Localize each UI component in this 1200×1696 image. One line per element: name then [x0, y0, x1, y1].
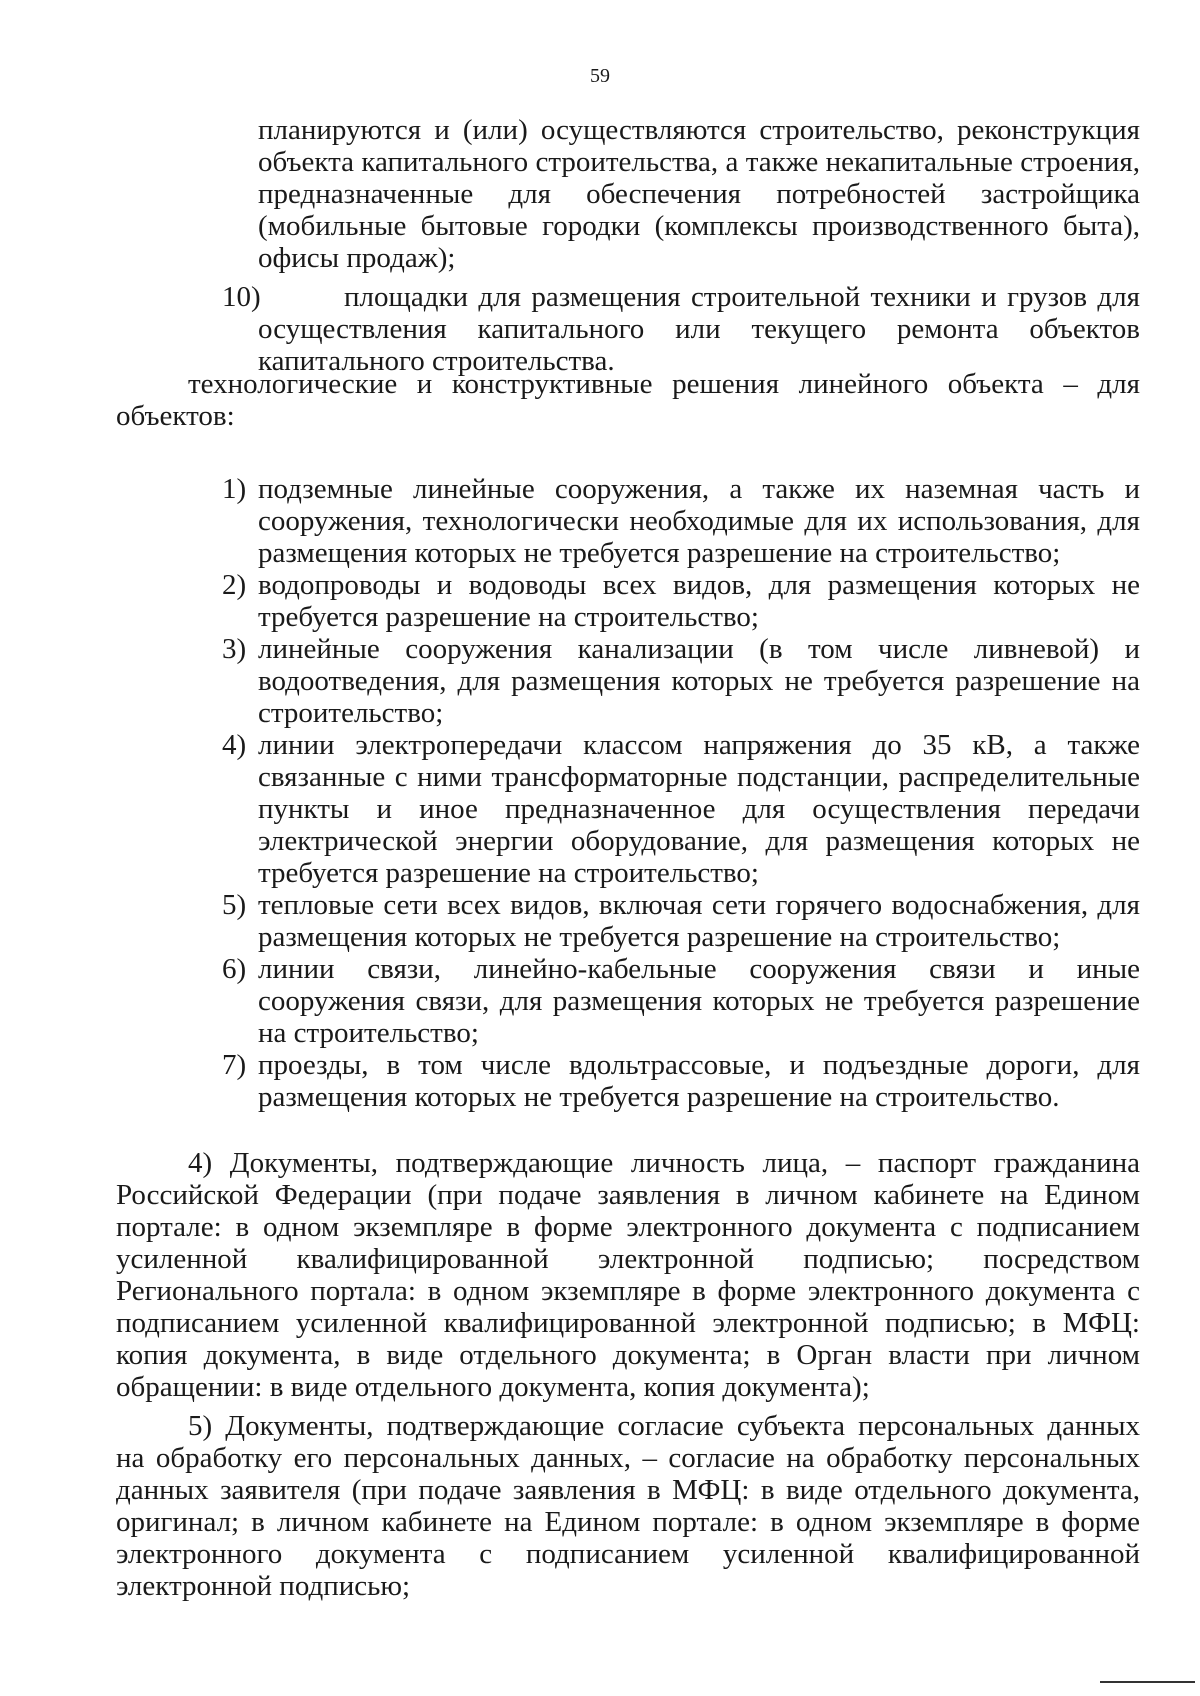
list-item-text: подземные линейные сооружения, а также их наземная часть и сооружения, технологически необходимые для их использования, для размещения которых не требуется разрешение на строительство; [258, 473, 1140, 569]
linear-objects-list [222, 473, 1140, 1113]
paragraph-4-identity-documents: 4) Документы, подтверждающие личность лица, – паспорт гражданина Российской Федерации (при подаче заявления в личном кабинете на Едином портале: в одном экземпляре в форме электронного документа с подписанием усиленной квалифицированной электронной подписью; посредством Регионального портала: в одном экземпляре в форме электронного документа с подписанием усиленной квалифицированной электронной подписью; в МФЦ: копия документа, в виде отдельного документа; в Орган власти при личном обращении: в виде отдельного документа, копия документа); [116, 1147, 1140, 1403]
list-item-number: 2) [222, 569, 247, 601]
continuation-text: планируются и (или) осуществляются строительство, реконструкция объекта капитального строительства, а также некапитальные строения, предназначенные для обеспечения потребностей застройщика (мобильные бытовые городки (комплексы производственного быта), офисы продаж); [258, 114, 1140, 274]
list-item-number: 10) [222, 281, 261, 313]
list-item-number: 1) [222, 473, 247, 505]
list-item-text: тепловые сети всех видов, включая сети горячего водоснабжения, для размещения которых не требуется разрешение на строительство; [258, 889, 1140, 953]
tech-solutions-paragraph: технологические и конструктивные решения линейного объекта – для объектов: [116, 368, 1140, 432]
corner-rule [1100, 1681, 1195, 1683]
list-item-number: 6) [222, 953, 247, 985]
list-item-number: 4) [222, 729, 247, 761]
page-number: 59 [590, 65, 610, 87]
list-item-text: линейные сооружения канализации (в том числе ливневой) и водоотведения, для размещения которых не требуется разрешение на строительство; [258, 633, 1140, 729]
list-item [222, 1049, 1140, 1113]
list-item-text: проезды, в том числе вдольтрассовые, и подъездные дороги, для размещения которых не требуется разрешение на строительство. [258, 1049, 1140, 1113]
list-item [222, 633, 1140, 729]
list-item-number: 7) [222, 1049, 247, 1081]
list-item-number: 5) [222, 889, 247, 921]
list-item [222, 953, 1140, 1049]
paragraph-5-personal-data-consent: 5) Документы, подтверждающие согласие субъекта персональных данных на обработку его персональных данных, – согласие на обработку персональных данных заявителя (при подаче заявления в МФЦ: в виде отдельного документа, оригинал; в личном кабинете на Едином портале: в одном экземпляре в форме электронного документа с подписанием усиленной квалифицированной электронной подписью; [116, 1410, 1140, 1602]
list-item-text: линии электропередачи классом напряжения до 35 кВ, а также связанные с ними трансформаторные подстанции, распределительные пункты и иное предназначенное для осуществления передачи электрической энергии оборудование, для размещения которых не требуется разрешение на строительство; [258, 729, 1140, 889]
list-item [222, 569, 1140, 633]
list-item [222, 729, 1140, 889]
list-item-number: 3) [222, 633, 247, 665]
list-item [222, 473, 1140, 569]
list-item [222, 889, 1140, 953]
list-item-text: водопроводы и водоводы всех видов, для размещения которых не требуется разрешение на строительство; [258, 569, 1140, 633]
list-item-10 [222, 281, 1140, 377]
list-item-text: линии связи, линейно-кабельные сооружения связи и иные сооружения связи, для размещения которых не требуется разрешение на строительство; [258, 953, 1140, 1049]
list-item-text: площадки для размещения строительной техники и грузов для осуществления капитального или текущего ремонта объектов капитального строительства. [258, 281, 1140, 377]
